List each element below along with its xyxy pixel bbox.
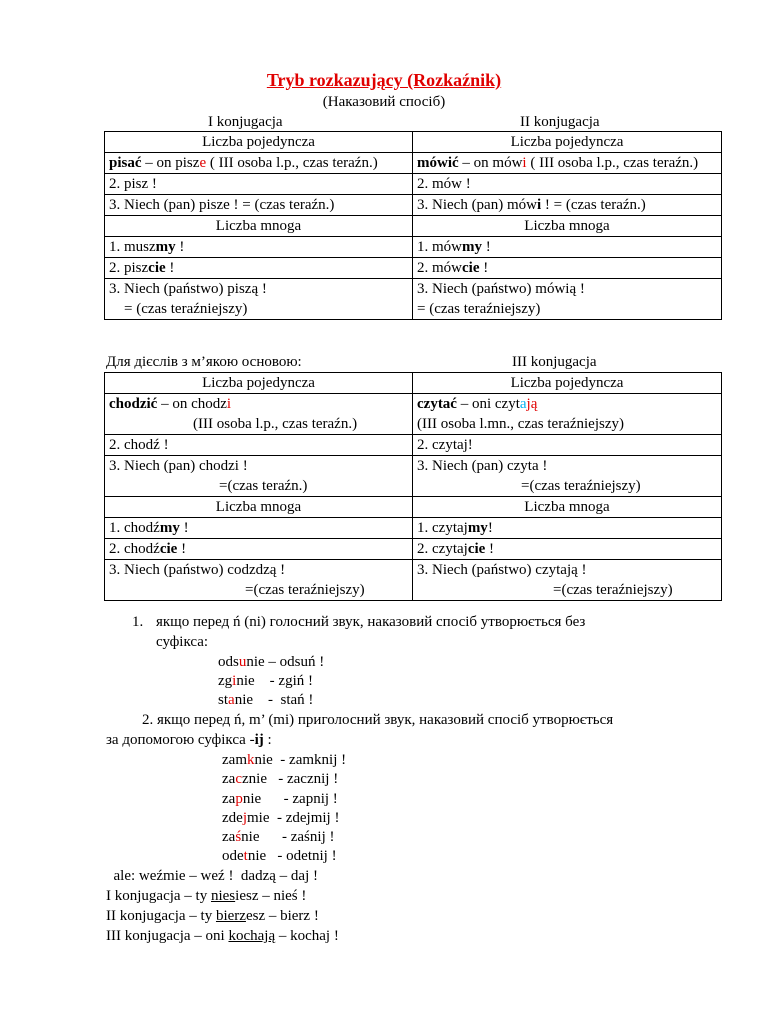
rule-2-text: 2. якщо перед ń, m’ (mi) приголосний звук, наказовий спосіб утворюється [142,712,614,728]
table-row [105,497,722,518]
table-cell: 1. muszmy ! [105,237,413,258]
table-row [105,216,722,237]
rule-1-number: 1. [132,614,144,630]
example-line: zdejmie - zdejmij ! [222,810,340,826]
table-cell: 3. Niech (pan) pisze ! = (czas teraźn.) [105,195,413,216]
table-header-cell: Liczba mnoga [105,497,413,518]
table-row [105,279,722,320]
table-header-cell: Liczba pojedyncza [105,373,413,394]
table-cell: 3. Niech (pan) mówi ! = (czas teraźn.) [413,195,722,216]
table-cell: 1. mówmy ! [413,237,722,258]
table-header-cell: Liczba mnoga [413,497,722,518]
table-cell: 1. chodźmy ! [105,518,413,539]
table-cell: 3. Niech (pan) czyta ! =(czas teraźniejszy) [413,456,722,497]
example-line: zacznie - zacznij ! [222,771,339,787]
summary-line: I konjugacja – ty niesiesz – nieś ! [106,888,307,904]
example-line: zginie - zgiń ! [218,673,313,689]
table-row [105,456,722,497]
table-header-cell: Liczba mnoga [105,216,413,237]
exception-line: ale: weźmie – weź ! dadzą – daj ! [106,868,318,884]
table-row [105,539,722,560]
table-header-cell: Liczba pojedyncza [413,132,722,153]
section1-left-heading: I konjugacja [208,114,283,130]
table-cell: 2. chodź ! [105,435,413,456]
table-cell: 3. Niech (państwo) mówią ! = (czas teraźniejszy) [413,279,722,320]
summary-line: III konjugacja – oni kochają – kochaj ! [106,928,339,944]
summary-line: II konjugacja – ty bierzesz – bierz ! [106,908,319,924]
page-title: Tryb rozkazujący (Rozkaźnik) [266,70,502,90]
table-cell: pisać – on pisze ( III osoba l.p., czas teraźn.) [105,153,413,174]
example-line: odetnie - odetnij ! [222,848,337,864]
table-row [105,195,722,216]
table-cell: mówić – on mówi ( III osoba l.p., czas teraźn.) [413,153,722,174]
conjugation-table-2 [104,372,722,601]
table-row [105,394,722,435]
section2-right-heading: III konjugacja [512,354,597,370]
example-line: stanie - stań ! [218,692,314,708]
table-cell: 2. piszcie ! [105,258,413,279]
table-cell: chodzić – on chodzi (III osoba l.p., czas teraźn.) [105,394,413,435]
table-cell: 3. Niech (państwo) piszą ! = (czas teraźniejszy) [105,279,413,320]
table-cell: 2. pisz ! [105,174,413,195]
rule-1-continuation: суфікса: [156,634,209,650]
table-row [105,153,722,174]
rule-2-continuation: за допомогою суфікса -ij : [106,732,272,748]
table-cell: 3. Niech (państwo) czytają ! =(czas teraźniejszy) [413,560,722,601]
table-header-cell: Liczba pojedyncza [413,373,722,394]
example-line: odsunie – odsuń ! [218,654,325,670]
table-cell: 2. czytajcie ! [413,539,722,560]
table-cell: 1. czytajmy! [413,518,722,539]
table-cell: 3. Niech (państwo) codzdzą ! =(czas teraźniejszy) [105,560,413,601]
example-line: zamknie - zamknij ! [222,752,347,768]
table-cell: czytać – oni czytają (III osoba l.mn., czas teraźniejszy) [413,394,722,435]
page-subtitle: (Наказовий спосіб) [322,94,446,110]
example-line: zaśnie - zaśnij ! [222,829,335,845]
conjugation-table-1 [104,131,722,320]
table-header-cell: Liczba mnoga [413,216,722,237]
table-cell: 2. mów ! [413,174,722,195]
table-cell: 2. mówcie ! [413,258,722,279]
table-row [105,373,722,394]
table-row [105,435,722,456]
example-line: zapnie - zapnij ! [222,791,338,807]
table-cell: 3. Niech (pan) chodzi ! =(czas teraźn.) [105,456,413,497]
table-cell: 2. chodźcie ! [105,539,413,560]
rule-1-text: якщо перед ń (ni) голосний звук, наказовий спосіб утворюється без [156,614,586,630]
table-row [105,132,722,153]
table-row [105,560,722,601]
table-row [105,258,722,279]
section1-right-heading: II konjugacja [520,114,600,130]
table-row [105,237,722,258]
section2-left-heading: Для дієслів з м’якою основою: [106,354,302,370]
table-header-cell: Liczba pojedyncza [105,132,413,153]
table-row [105,174,722,195]
table-cell: 2. czytaj! [413,435,722,456]
table-row [105,518,722,539]
